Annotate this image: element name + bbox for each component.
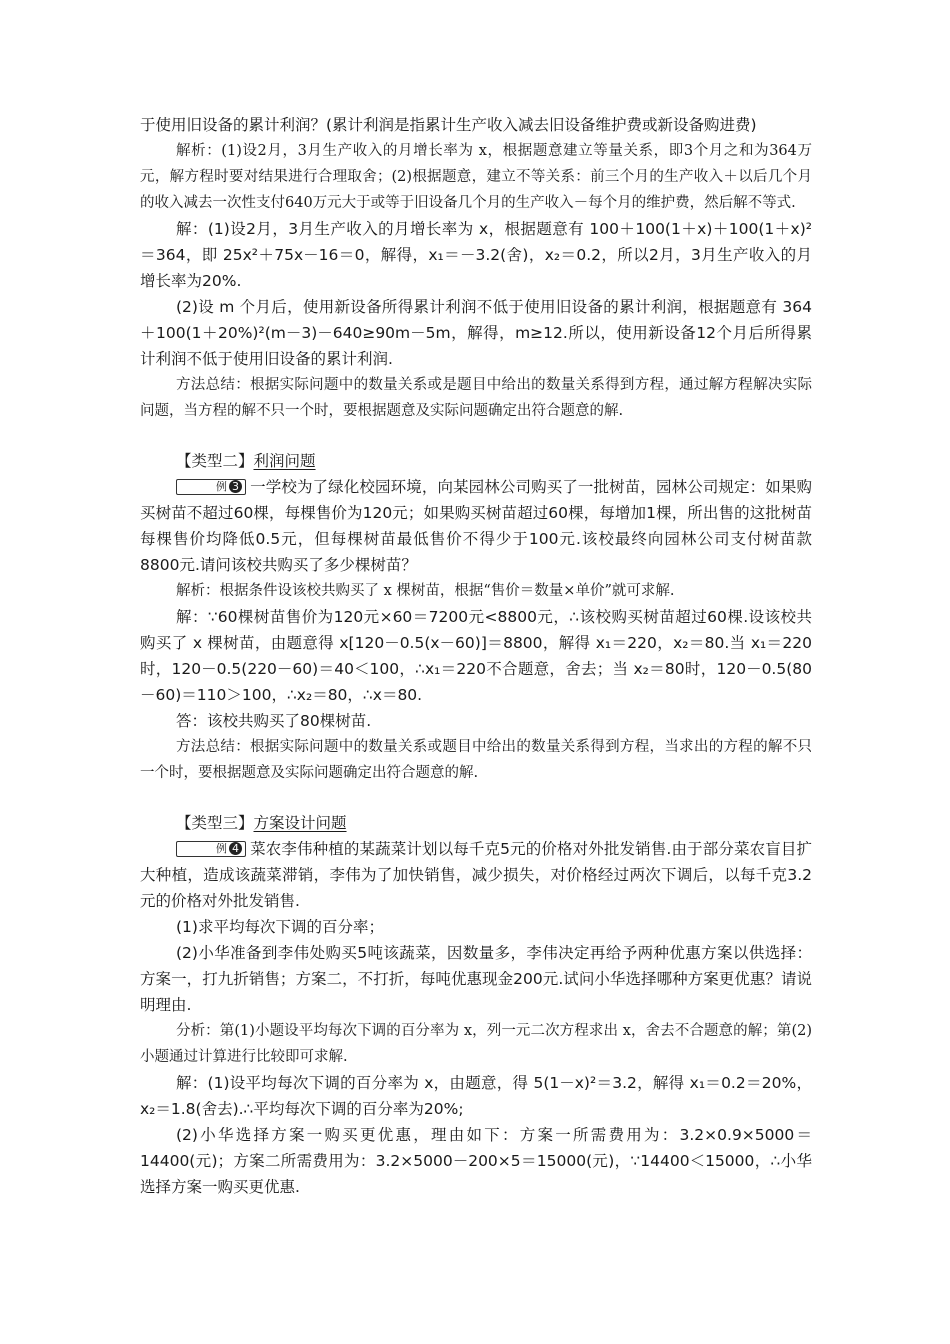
example4-problem-text: 菜农李伟种植的某蔬菜计划以每千克5元的价格对外批发销售.由于部分菜农盲目扩大种植，造成该蔬菜滞销，李伟为了加快销售，减少损失，对价格经过两次下调后，以每千克3.2元的价格对外批发销售. xyxy=(140,840,812,910)
example-badge-icon xyxy=(176,841,246,857)
example2-analysis: 解析：(1)设2月，3月生产收入的月增长率为 x，根据题意建立等量关系，即3个月之和为364万元，解方程时要对结果进行合理取舍；(2)根据题意，建立不等关系：前三个月的生产收入＋以后几个月的收入减去一次性支付640万元大于或等于旧设备几个月的生产收入－每个月的维护费，然后解不等式. xyxy=(140,143,812,211)
example-badge-number: 3 xyxy=(229,480,242,493)
type2-heading xyxy=(140,448,812,474)
type3-prefix: 【类型三】 xyxy=(176,814,254,832)
type2-title: 利润问题 xyxy=(253,452,316,470)
example3-method-summary: 方法总结：根据实际问题中的数量关系或题目中给出的数量关系得到方程，当求出的方程的解不只一个时，要根据题意及实际问题确定出符合题意的解. xyxy=(140,739,812,781)
example3-problem-text: 一学校为了绿化校园环境，向某园林公司购买了一批树苗，园林公司规定：如果购买树苗不超过60棵，每棵售价为120元；如果购买树苗超过60棵，每增加1棵，所出售的这批树苗每棵售价均降低0.5元，但每棵树苗最低售价不得少于100元.该校最终向园林公司支付树苗款8800元.请问该校共购买了多少棵树苗？ xyxy=(140,478,812,574)
example4-question-1: (1)求平均每次下调的百分率； xyxy=(176,918,384,936)
example4-solution-1: 解：(1)设平均每次下调的百分率为 x，由题意，得 5(1－x)²＝3.2，解得 x₁＝0.2＝20%，x₂＝1.8(舍去).∴平均每次下调的百分率为20%; xyxy=(140,1074,812,1118)
example3-analysis: 解析：根据条件设该校共购买了 x 棵树苗，根据“售价＝数量×单价”就可求解. xyxy=(176,583,675,599)
example2-solution-1: 解：(1)设2月，3月生产收入的月增长率为 x，根据题意有 100＋100(1＋x)＋100(1＋x)²＝364，即 25x²＋75x－16＝0，解得，x₁＝－3.2(舍)，x₂＝0.2，所以2月，3月生产收入的月增长率为20%. xyxy=(140,220,812,290)
example2-solution-2: (2)设 m 个月后，使用新设备所得累计利润不低于使用旧设备的累计利润，根据题意有 364＋100(1＋20%)²(m－3)－640≥90m－5m，解得，m≥12.所以，使用新设备12个月后所得累计利润不低于使用旧设备的累计利润. xyxy=(140,298,812,368)
example-badge-number: 4 xyxy=(229,842,242,855)
continuation-text: 于使用旧设备的累计利润？(累计利润是指累计生产收入减去旧设备维护费或新设备购进费) xyxy=(140,116,757,134)
example4-analysis: 分析：第(1)小题设平均每次下调的百分率为 x，列一元二次方程求出 x，舍去不合题意的解；第(2)小题通过计算进行比较即可求解. xyxy=(140,1023,812,1065)
example4-problem xyxy=(140,836,812,914)
example2-method-summary: 方法总结：根据实际问题中的数量关系或是题目中给出的数量关系得到方程，通过解方程解决实际问题，当方程的解不只一个时，要根据题意及实际问题确定出符合题意的解. xyxy=(140,377,812,419)
type2-prefix: 【类型二】 xyxy=(176,452,254,470)
example3-problem xyxy=(140,474,812,578)
example-badge-icon xyxy=(176,479,246,495)
example4-question-2: (2)小华准备到李伟处购买5吨该蔬菜，因数量多，李伟决定再给予两种优惠方案以供选择：方案一，打九折销售；方案二，不打折，每吨优惠现金200元.试问小华选择哪种方案更优惠？请说明理由. xyxy=(140,944,812,1014)
type3-heading xyxy=(140,810,812,836)
example-badge-label: 例 xyxy=(216,480,227,493)
example-badge-label: 例 xyxy=(216,842,227,855)
example3-answer: 答：该校共购买了80棵树苗. xyxy=(176,712,372,730)
type3-title: 方案设计问题 xyxy=(253,814,347,832)
example4-solution-2: (2)小华选择方案一购买更优惠，理由如下：方案一所需费用为：3.2×0.9×5000＝14400(元)；方案二所需费用为：3.2×5000－200×5＝15000(元)，∵14400＜15000，∴小华选择方案一购买更优惠. xyxy=(140,1126,812,1196)
example3-solution: 解：∵60棵树苗售价为120元×60＝7200元<8800元，∴该校购买树苗超过60棵.设该校共购买了 x 棵树苗，由题意得 x[120－0.5(x－60)]＝8800，解得 x₁＝220，x₂＝80.当 x₁＝220时，120－0.5(220－60)＝40＜100，∴x₁＝220不合题意，舍去；当 x₂＝80时，120－0.5(80－60)＝110＞100，∴x₂＝80，∴x＝80. xyxy=(140,608,812,704)
document-page xyxy=(140,112,812,1200)
